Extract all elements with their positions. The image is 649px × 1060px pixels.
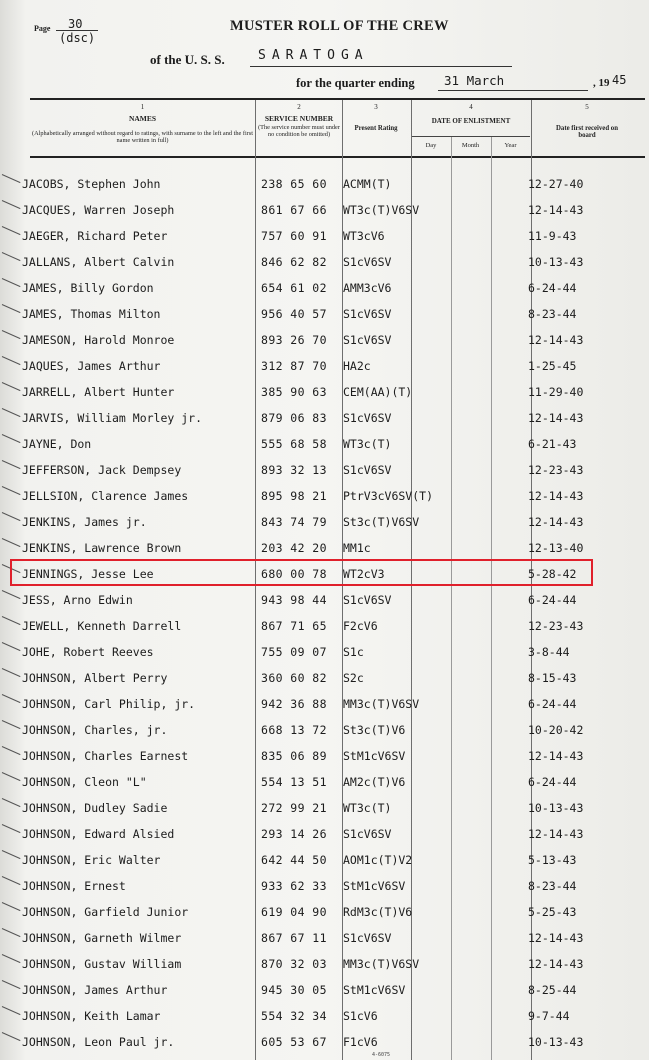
row-tick-mark bbox=[2, 928, 21, 937]
row-tick-mark bbox=[2, 824, 21, 833]
service-number: 272 99 21 bbox=[261, 801, 327, 815]
present-rating: S1cV6SV bbox=[343, 593, 392, 607]
crew-name: JOHNSON, Ernest bbox=[22, 879, 126, 893]
date-received: 12-14-43 bbox=[528, 749, 584, 763]
date-received: 12-23-43 bbox=[528, 619, 584, 633]
row-tick-mark bbox=[2, 954, 21, 963]
table-row bbox=[0, 718, 649, 744]
crew-name: JOHNSON, Cleon "L" bbox=[22, 775, 147, 789]
crew-name: JENKINS, James jr. bbox=[22, 515, 147, 529]
row-tick-mark bbox=[2, 1006, 21, 1015]
row-tick-mark bbox=[2, 1032, 21, 1041]
column-header-received bbox=[531, 103, 643, 140]
service-number: 893 32 13 bbox=[261, 463, 327, 477]
service-number: 312 87 70 bbox=[261, 359, 327, 373]
row-tick-mark bbox=[2, 772, 21, 781]
column-title: SERVICE NUMBER bbox=[264, 114, 334, 123]
column-number: 5 bbox=[585, 103, 589, 111]
present-rating: St3c(T)V6 bbox=[343, 723, 406, 737]
row-tick-mark bbox=[2, 200, 21, 209]
table-row bbox=[0, 432, 649, 458]
year-value: 45 bbox=[612, 73, 627, 87]
row-tick-mark bbox=[2, 642, 21, 651]
column-header-rating bbox=[342, 103, 410, 132]
row-tick-mark bbox=[2, 850, 21, 859]
table-row bbox=[0, 874, 649, 900]
crew-name: JACOBS, Stephen John bbox=[22, 177, 161, 191]
row-tick-mark bbox=[2, 226, 21, 235]
table-row bbox=[0, 458, 649, 484]
row-tick-mark bbox=[2, 434, 21, 443]
row-tick-mark bbox=[2, 746, 21, 755]
service-number: 554 13 51 bbox=[261, 775, 327, 789]
table-row-highlighted bbox=[0, 562, 649, 588]
crew-name: JOHE, Robert Reeves bbox=[22, 645, 154, 659]
table-row bbox=[0, 198, 649, 224]
date-received: 12-14-43 bbox=[528, 957, 584, 971]
service-number: 554 32 34 bbox=[261, 1009, 327, 1023]
crew-name: JALLANS, Albert Calvin bbox=[22, 255, 175, 269]
present-rating: HA2c bbox=[343, 359, 371, 373]
date-received: 12-14-43 bbox=[528, 489, 584, 503]
date-received: 6-24-44 bbox=[528, 775, 577, 789]
service-number: 861 67 66 bbox=[261, 203, 327, 217]
page-suffix: (dsc) bbox=[59, 31, 96, 45]
table-row bbox=[0, 276, 649, 302]
service-number: 943 98 44 bbox=[261, 593, 327, 607]
date-received: 12-14-43 bbox=[528, 333, 584, 347]
date-received: 12-27-40 bbox=[528, 177, 584, 191]
table-row bbox=[0, 614, 649, 640]
row-tick-mark bbox=[2, 668, 21, 677]
subheader-month: Month bbox=[461, 142, 480, 149]
row-tick-mark bbox=[2, 356, 21, 365]
ship-label: of the U. S. S. bbox=[150, 52, 225, 67]
table-row bbox=[0, 978, 649, 1004]
date-received: 5-28-42 bbox=[528, 567, 577, 581]
column-number: 1 bbox=[140, 103, 145, 111]
service-number: 945 30 05 bbox=[261, 983, 327, 997]
date-received: 10-13-43 bbox=[528, 1035, 584, 1049]
date-received: 6-24-44 bbox=[528, 281, 577, 295]
service-number: 933 62 33 bbox=[261, 879, 327, 893]
crew-name: JAMESON, Harold Monroe bbox=[22, 333, 175, 347]
date-received: 12-14-43 bbox=[528, 203, 584, 217]
table-row bbox=[0, 406, 649, 432]
document-title: MUSTER ROLL OF THE CREW bbox=[230, 18, 449, 34]
crew-name: JAYNE, Don bbox=[22, 437, 92, 451]
column-note: (Alphabetically arranged without regard to ratings, with surname to the left and the first name written in full) bbox=[31, 130, 254, 144]
table-row bbox=[0, 302, 649, 328]
date-received: 9-7-44 bbox=[528, 1009, 570, 1023]
present-rating: AMM3cV6 bbox=[343, 281, 392, 295]
row-tick-mark bbox=[2, 460, 21, 469]
present-rating: WT3c(T)V6SV bbox=[343, 203, 420, 217]
date-received: 10-13-43 bbox=[528, 801, 584, 815]
header-top-rule bbox=[30, 98, 645, 100]
page-label: Page bbox=[34, 24, 51, 33]
table-row bbox=[0, 926, 649, 952]
present-rating: S1cV6SV bbox=[343, 333, 392, 347]
date-received: 10-13-43 bbox=[528, 255, 584, 269]
present-rating: F1cV6 bbox=[343, 1035, 378, 1049]
present-rating: S1cV6 bbox=[343, 1009, 378, 1023]
present-rating: S1cV6SV bbox=[343, 463, 392, 477]
service-number: 757 60 91 bbox=[261, 229, 327, 243]
page-number: 30 bbox=[68, 17, 83, 31]
crew-name: JOHNSON, Eric Walter bbox=[22, 853, 161, 867]
table-row bbox=[0, 588, 649, 614]
table-row bbox=[0, 1004, 649, 1030]
service-number: 867 71 65 bbox=[261, 619, 327, 633]
present-rating: StM1cV6SV bbox=[343, 983, 406, 997]
subheader-year: Year bbox=[504, 142, 517, 149]
quarter-label: for the quarter ending bbox=[296, 76, 415, 90]
table-row bbox=[0, 822, 649, 848]
present-rating: S1cV6SV bbox=[343, 255, 392, 269]
table-row bbox=[0, 744, 649, 770]
service-number: 238 65 60 bbox=[261, 177, 327, 191]
present-rating: S2c bbox=[343, 671, 364, 685]
service-number: 668 13 72 bbox=[261, 723, 327, 737]
table-row bbox=[0, 172, 649, 198]
date-received: 11-29-40 bbox=[528, 385, 584, 399]
row-tick-mark bbox=[2, 694, 21, 703]
row-tick-mark bbox=[2, 616, 21, 625]
present-rating: AM2c(T)V6 bbox=[343, 775, 406, 789]
present-rating: MM1c bbox=[343, 541, 371, 555]
present-rating: WT3c(T) bbox=[343, 801, 392, 815]
service-number: 605 53 67 bbox=[261, 1035, 327, 1049]
service-number: 846 62 82 bbox=[261, 255, 327, 269]
table-row bbox=[0, 692, 649, 718]
quarter-date-underline bbox=[438, 90, 588, 91]
service-number: 893 26 70 bbox=[261, 333, 327, 347]
date-received: 12-13-40 bbox=[528, 541, 584, 555]
service-number: 867 67 11 bbox=[261, 931, 327, 945]
present-rating: MM3c(T)V6SV bbox=[343, 957, 420, 971]
ship-name: SARATOGA bbox=[258, 48, 369, 63]
crew-name: JOHNSON, Dudley Sadie bbox=[22, 801, 168, 815]
crew-name: JOHNSON, James Arthur bbox=[22, 983, 168, 997]
present-rating: S1cV6SV bbox=[343, 931, 392, 945]
table-row bbox=[0, 848, 649, 874]
date-received: 12-23-43 bbox=[528, 463, 584, 477]
date-received: 12-14-43 bbox=[528, 931, 584, 945]
present-rating: RdM3c(T)V6 bbox=[343, 905, 413, 919]
crew-name: JOHNSON, Garneth Wilmer bbox=[22, 931, 182, 945]
table-row bbox=[0, 354, 649, 380]
date-received: 8-25-44 bbox=[528, 983, 577, 997]
date-received: 3-8-44 bbox=[528, 645, 570, 659]
table-row bbox=[0, 666, 649, 692]
service-number: 385 90 63 bbox=[261, 385, 327, 399]
date-received: 8-23-44 bbox=[528, 307, 577, 321]
service-number: 870 32 03 bbox=[261, 957, 327, 971]
present-rating: PtrV3cV6SV(T) bbox=[343, 489, 434, 503]
service-number: 755 09 07 bbox=[261, 645, 327, 659]
table-row bbox=[0, 1030, 649, 1056]
row-tick-mark bbox=[2, 408, 21, 417]
row-tick-mark bbox=[2, 330, 21, 339]
date-received: 12-14-43 bbox=[528, 515, 584, 529]
present-rating: S1cV6SV bbox=[343, 307, 392, 321]
column-number: 3 bbox=[374, 103, 378, 111]
date-received: 6-24-44 bbox=[528, 697, 577, 711]
column-note: (The service number must under no condition be omitted) bbox=[258, 124, 340, 138]
date-received: 12-14-43 bbox=[528, 827, 584, 841]
service-number: 555 68 58 bbox=[261, 437, 327, 451]
date-received: 12-14-43 bbox=[528, 411, 584, 425]
header-bottom-rule bbox=[30, 156, 645, 158]
year-prefix: , 19 bbox=[593, 77, 610, 89]
row-tick-mark bbox=[2, 278, 21, 287]
crew-name: JENNINGS, Jesse Lee bbox=[22, 567, 154, 581]
service-number: 642 44 50 bbox=[261, 853, 327, 867]
service-number: 843 74 79 bbox=[261, 515, 327, 529]
service-number: 956 40 57 bbox=[261, 307, 327, 321]
table-row bbox=[0, 536, 649, 562]
crew-name: JOHNSON, Albert Perry bbox=[22, 671, 168, 685]
crew-name: JEFFERSON, Jack Dempsey bbox=[22, 463, 182, 477]
row-tick-mark bbox=[2, 980, 21, 989]
service-number: 942 36 88 bbox=[261, 697, 327, 711]
row-tick-mark bbox=[2, 590, 21, 599]
crew-name: JOHNSON, Charles Earnest bbox=[22, 749, 189, 763]
crew-name: JEWELL, Kenneth Darrell bbox=[22, 619, 182, 633]
column-header-names bbox=[30, 103, 255, 145]
service-number: 835 06 89 bbox=[261, 749, 327, 763]
column-number: 4 bbox=[469, 103, 473, 111]
date-received: 5-25-43 bbox=[528, 905, 577, 919]
column-header-enlistment bbox=[412, 103, 530, 125]
service-number: 203 42 20 bbox=[261, 541, 327, 555]
present-rating: WT3cV6 bbox=[343, 229, 385, 243]
date-received: 8-15-43 bbox=[528, 671, 577, 685]
crew-name: JOHNSON, Charles, jr. bbox=[22, 723, 168, 737]
table-row bbox=[0, 640, 649, 666]
present-rating: StM1cV6SV bbox=[343, 879, 406, 893]
crew-name: JAQUES, James Arthur bbox=[22, 359, 161, 373]
row-tick-mark bbox=[2, 486, 21, 495]
row-tick-mark bbox=[2, 382, 21, 391]
column-title: DATE OF ENLISTMENT bbox=[431, 117, 511, 125]
row-tick-mark bbox=[2, 798, 21, 807]
row-tick-mark bbox=[2, 304, 21, 313]
table-row bbox=[0, 796, 649, 822]
present-rating: AOM1c(T)V2 bbox=[343, 853, 413, 867]
row-tick-mark bbox=[2, 252, 21, 261]
crew-name: JAEGER, Richard Peter bbox=[22, 229, 168, 243]
date-received: 5-13-43 bbox=[528, 853, 577, 867]
present-rating: WT2cV3 bbox=[343, 567, 385, 581]
service-number: 895 98 21 bbox=[261, 489, 327, 503]
service-number: 879 06 83 bbox=[261, 411, 327, 425]
column-header-service-number bbox=[256, 103, 342, 139]
form-code: 4-6075 bbox=[372, 1052, 391, 1058]
table-row bbox=[0, 952, 649, 978]
quarter-date: 31 March bbox=[444, 73, 505, 88]
table-row bbox=[0, 900, 649, 926]
crew-name: JOHNSON, Keith Lamar bbox=[22, 1009, 161, 1023]
service-number: 680 00 78 bbox=[261, 567, 327, 581]
crew-name: JOHNSON, Gustav William bbox=[22, 957, 182, 971]
date-received: 10-20-42 bbox=[528, 723, 584, 737]
present-rating: St3c(T)V6SV bbox=[343, 515, 420, 529]
row-tick-mark bbox=[2, 564, 21, 573]
table-row bbox=[0, 224, 649, 250]
crew-name: JOHNSON, Leon Paul jr. bbox=[22, 1035, 175, 1049]
crew-name: JOHNSON, Carl Philip, jr. bbox=[22, 697, 196, 711]
date-received: 8-23-44 bbox=[528, 879, 577, 893]
crew-name: JESS, Arno Edwin bbox=[22, 593, 133, 607]
column-number: 2 bbox=[297, 103, 301, 111]
service-number: 654 61 02 bbox=[261, 281, 327, 295]
crew-name: JACQUES, Warren Joseph bbox=[22, 203, 175, 217]
table-row bbox=[0, 770, 649, 796]
present-rating: MM3c(T)V6SV bbox=[343, 697, 420, 711]
column-title: Present Rating bbox=[354, 125, 398, 132]
service-number: 360 60 82 bbox=[261, 671, 327, 685]
column-title: Date first received on board bbox=[556, 125, 618, 140]
service-number: 293 14 26 bbox=[261, 827, 327, 841]
present-rating: S1c bbox=[343, 645, 364, 659]
crew-name: JENKINS, Lawrence Brown bbox=[22, 541, 182, 555]
date-received: 1-25-45 bbox=[528, 359, 577, 373]
table-row bbox=[0, 328, 649, 354]
row-tick-mark bbox=[2, 538, 21, 547]
table-row bbox=[0, 510, 649, 536]
crew-name: JAMES, Thomas Milton bbox=[22, 307, 161, 321]
row-tick-mark bbox=[2, 174, 21, 183]
crew-name: JOHNSON, Garfield Junior bbox=[22, 905, 189, 919]
present-rating: WT3c(T) bbox=[343, 437, 392, 451]
row-tick-mark bbox=[2, 720, 21, 729]
present-rating: ACMM(T) bbox=[343, 177, 392, 191]
crew-name: JARRELL, Albert Hunter bbox=[22, 385, 175, 399]
present-rating: S1cV6SV bbox=[343, 411, 392, 425]
present-rating: S1cV6SV bbox=[343, 827, 392, 841]
date-received: 6-21-43 bbox=[528, 437, 577, 451]
service-number: 619 04 90 bbox=[261, 905, 327, 919]
present-rating: CEM(AA)(T) bbox=[343, 385, 413, 399]
enlistment-subheader-rule bbox=[412, 136, 530, 137]
crew-name: JARVIS, William Morley jr. bbox=[22, 411, 203, 425]
subheader-day: Day bbox=[425, 142, 437, 149]
row-tick-mark bbox=[2, 902, 21, 911]
date-received: 11-9-43 bbox=[528, 229, 577, 243]
row-tick-mark bbox=[2, 876, 21, 885]
present-rating: StM1cV6SV bbox=[343, 749, 406, 763]
present-rating: F2cV6 bbox=[343, 619, 378, 633]
table-row bbox=[0, 484, 649, 510]
date-received: 6-24-44 bbox=[528, 593, 577, 607]
row-tick-mark bbox=[2, 512, 21, 521]
crew-name: JAMES, Billy Gordon bbox=[22, 281, 154, 295]
ship-name-underline bbox=[250, 66, 512, 67]
column-title: NAMES bbox=[128, 114, 157, 123]
crew-name: JOHNSON, Edward Alsied bbox=[22, 827, 175, 841]
crew-name: JELLSION, Clarence James bbox=[22, 489, 189, 503]
table-row bbox=[0, 380, 649, 406]
table-row bbox=[0, 250, 649, 276]
